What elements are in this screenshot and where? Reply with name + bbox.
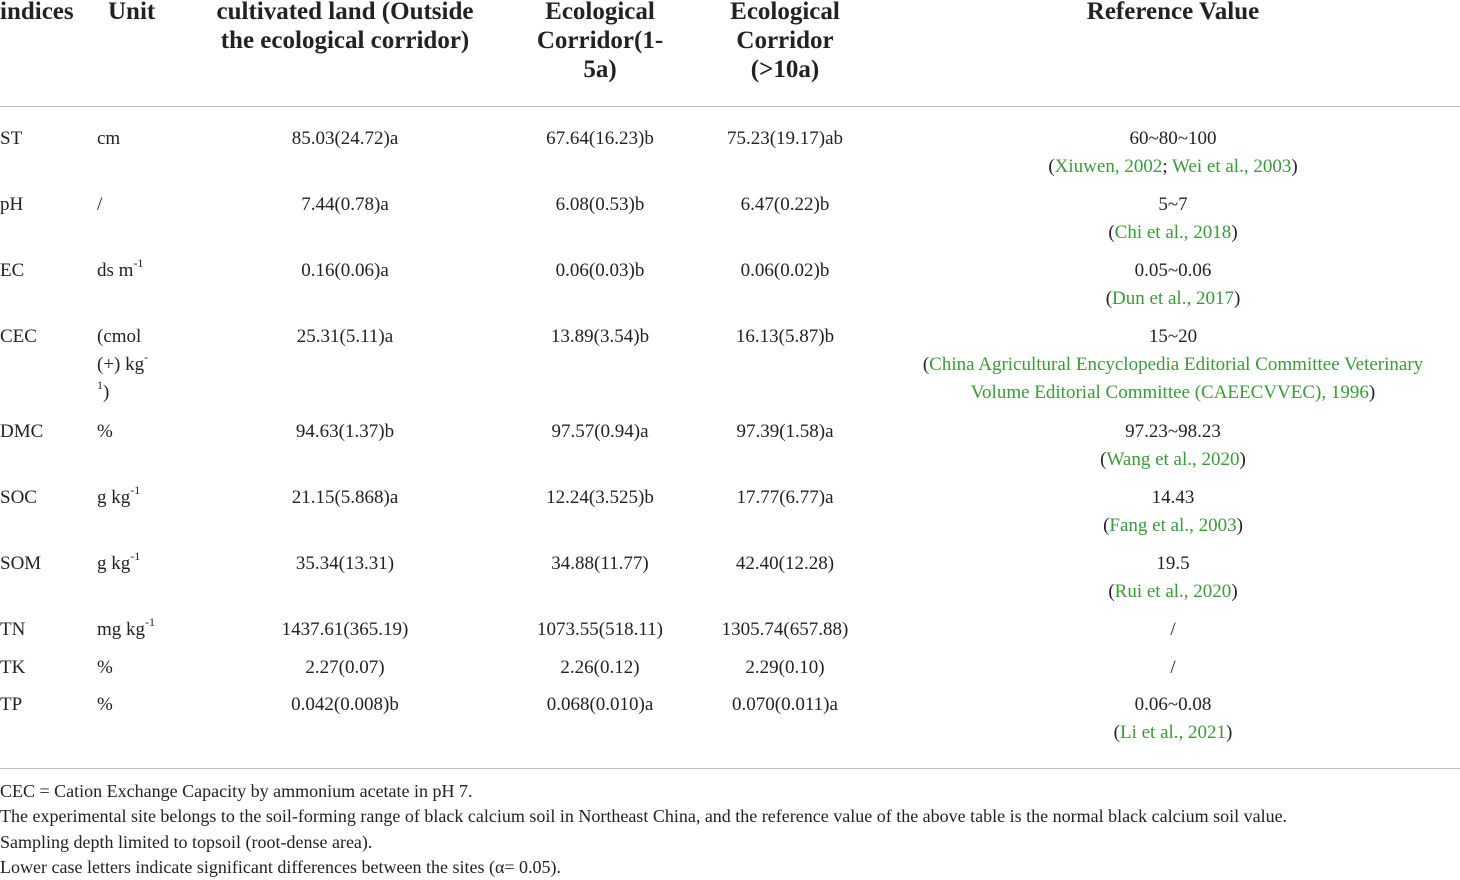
eco-short-cell: 6.08(0.53)b xyxy=(555,194,645,215)
citation-link[interactable]: Xiuwen, 2002 xyxy=(1054,156,1163,177)
header-indices: indices xyxy=(0,0,74,25)
citation-link[interactable]: Dun et al., 2017 xyxy=(1112,288,1234,309)
unit-cell: (cmol (+) kg- $^1$) xyxy=(97,326,149,403)
unit-cell: cm xyxy=(97,128,121,149)
cultivated-cell: 7.44(0.78)a xyxy=(301,194,389,215)
index-cell: TP xyxy=(0,694,23,715)
eco-long-cell: 0.06(0.02)b xyxy=(740,260,830,281)
reference-value: 15~20 xyxy=(1148,326,1198,347)
eco-short-cell: 0.06(0.03)b xyxy=(555,260,645,281)
index-cell: TK xyxy=(0,657,26,678)
index-cell: DMC xyxy=(0,421,44,442)
citation-link[interactable]: Chi et al., 2018 xyxy=(1114,222,1232,243)
index-cell: SOM xyxy=(0,553,42,574)
eco-long-cell: 16.13(5.87)b xyxy=(735,326,835,347)
reference-value: 0.05~0.06 xyxy=(1134,260,1212,281)
eco-short-cell: 67.64(16.23)b xyxy=(546,128,654,149)
reference-value: 0.06~0.08 xyxy=(1134,694,1212,715)
reference-cell: 60~80~100 (Xiuwen, 2002; Wei et al., 2003) xyxy=(886,125,1460,181)
reference-value: 14.43 xyxy=(1151,487,1195,508)
footnote: Sampling depth limited to topsoil (root-dense area). xyxy=(0,832,373,852)
unit-cell: g $kg^{-1}$ xyxy=(97,482,141,508)
eco-long-cell: 75.23(19.17)ab xyxy=(726,128,844,149)
reference-cell: 14.43 (Fang et al., 2003) xyxy=(886,484,1460,540)
reference-value: 5~7 xyxy=(1158,194,1188,215)
unit-cell: % xyxy=(97,694,113,715)
unit-cell: g $kg^{-1}$ xyxy=(97,548,141,574)
reference-cell: 15~20 (China Agricultural Encyclopedia Editorial Committee Veterinary Volume Editorial Committee (CAEECVVEC), 1996) xyxy=(886,323,1460,407)
reference-cell: 97.23~98.23 (Wang et al., 2020) xyxy=(886,418,1460,474)
eco-short-cell: 1073.55(518.11) xyxy=(537,619,663,640)
index-cell: TN xyxy=(0,619,26,640)
index-cell: CEC xyxy=(0,326,37,347)
footnote: Lower case letters indicate significant differences between the sites (α= 0.05). xyxy=(0,857,562,877)
cultivated-cell: 0.16(0.06)a xyxy=(301,260,389,281)
eco-short-cell: 2.26(0.12) xyxy=(560,657,640,678)
eco-long-cell: 42.40(12.28) xyxy=(735,553,835,574)
citation-link[interactable]: Rui et al., 2020 xyxy=(1114,581,1232,602)
eco-short-cell: 97.57(0.94)a xyxy=(551,421,649,442)
index-cell: pH xyxy=(0,194,24,215)
unit-cell: mg $kg^{-1}$ xyxy=(97,614,156,640)
citation-link[interactable]: Li et al., 2021 xyxy=(1119,722,1227,743)
header-cultivated-land: cultivated land (Outside the ecological corridor) xyxy=(216,0,474,54)
header-ecological-corridor-1-5a: Ecological Corridor(1- 5a) xyxy=(536,0,664,83)
header-reference-value: Reference Value xyxy=(1086,0,1260,25)
index-cell: SOC xyxy=(0,487,37,508)
index-cell: EC xyxy=(0,260,25,281)
eco-short-cell: 34.88(11.77) xyxy=(551,553,649,574)
unit-cell: % xyxy=(97,657,113,678)
cultivated-cell: 25.31(5.11)a xyxy=(296,326,394,347)
reference-cell: 0.06~0.08 (Li et al., 2021) xyxy=(886,691,1460,747)
reference-value: 60~80~100 xyxy=(1129,128,1217,149)
citation-link[interactable]: China Agricultural Encyclopedia Editorial Committee Veterinary xyxy=(929,354,1424,375)
cultivated-cell: 2.27(0.07) xyxy=(305,657,385,678)
reference-value: / xyxy=(1170,657,1176,678)
eco-short-cell: 0.068(0.010)a xyxy=(546,694,654,715)
eco-long-cell: 97.39(1.58)a xyxy=(736,421,834,442)
unit-cell: ds $m^{-1}$ xyxy=(97,255,144,281)
citation-link[interactable]: Fang et al., 2003 xyxy=(1109,515,1237,536)
cultivated-cell: 94.63(1.37)b xyxy=(295,421,395,442)
cultivated-cell: 85.03(24.72)a xyxy=(291,128,399,149)
eco-long-cell: 2.29(0.10) xyxy=(745,657,825,678)
reference-value: / xyxy=(1170,619,1176,640)
cultivated-cell: 35.34(13.31) xyxy=(295,553,395,574)
reference-cell xyxy=(886,616,1460,644)
header-divider xyxy=(0,106,1460,107)
unit-cell: % xyxy=(97,421,113,442)
reference-cell: 19.5 (Rui et al., 2020) xyxy=(886,550,1460,606)
reference-cell xyxy=(886,654,1460,682)
eco-long-cell: 6.47(0.22)b xyxy=(740,194,830,215)
eco-short-cell: 12.24(3.525)b xyxy=(546,487,654,508)
eco-short-cell: 13.89(3.54)b xyxy=(550,326,650,347)
citation-link[interactable]: Wang et al., 2020 xyxy=(1106,449,1240,470)
eco-long-cell: 17.77(6.77)a xyxy=(736,487,834,508)
citation-link[interactable]: Volume Editorial Committee (CAEECVVEC), 1996 xyxy=(970,382,1369,403)
header-ecological-corridor-10a: Ecological Corridor (>10a) xyxy=(730,0,840,83)
reference-cell: 5~7 (Chi et al., 2018) xyxy=(886,191,1460,247)
reference-cell: 0.05~0.06 (Dun et al., 2017) xyxy=(886,257,1460,313)
citation-link[interactable]: Wei et al., 2003 xyxy=(1172,156,1292,177)
eco-long-cell: 0.070(0.011)a xyxy=(732,694,838,715)
reference-value: 97.23~98.23 xyxy=(1125,421,1221,442)
footnote: The experimental site belongs to the soil-forming range of black calcium soil in Northeast China, and the reference value of the above table is the normal black calcium soil value. xyxy=(0,806,1288,826)
reference-value: 19.5 xyxy=(1156,553,1190,574)
cultivated-cell: 0.042(0.008)b xyxy=(291,694,399,715)
footer-divider xyxy=(0,768,1460,769)
index-cell: ST xyxy=(0,128,23,149)
eco-long-cell: 1305.74(657.88) xyxy=(721,619,849,640)
unit-cell: / xyxy=(97,194,103,215)
header-unit: Unit xyxy=(108,0,156,25)
footnote: CEC = Cation Exchange Capacity by ammonium acetate in pH 7. xyxy=(0,781,473,801)
cultivated-cell: 21.15(5.868)a xyxy=(291,487,399,508)
cultivated-cell: 1437.61(365.19) xyxy=(281,619,409,640)
